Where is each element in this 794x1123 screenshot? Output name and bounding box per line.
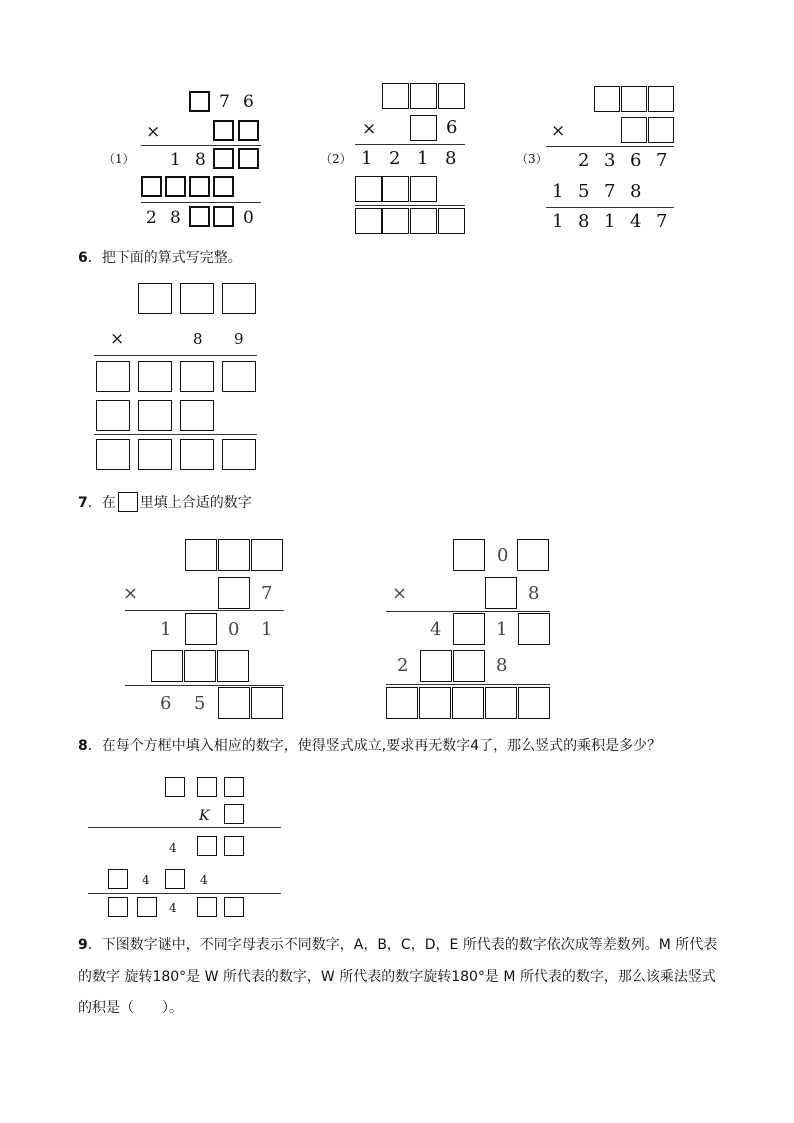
- rule-line: [386, 611, 550, 612]
- times-sign: ×: [551, 121, 566, 141]
- answer-box[interactable]: [138, 439, 172, 470]
- rule-line: [141, 202, 261, 203]
- answer-box[interactable]: [165, 777, 185, 797]
- answer-box[interactable]: [419, 687, 451, 719]
- answer-box[interactable]: [438, 83, 465, 109]
- answer-box[interactable]: [137, 897, 157, 917]
- question-6-title: [78, 248, 242, 268]
- digit: 8: [578, 211, 590, 232]
- digit: 6: [630, 150, 642, 171]
- answer-box[interactable]: [197, 836, 217, 856]
- answer-box[interactable]: [180, 439, 214, 470]
- answer-box[interactable]: [108, 897, 128, 917]
- rule-line: [125, 610, 284, 611]
- answer-box[interactable]: [355, 176, 382, 202]
- digit: 1: [496, 619, 508, 640]
- answer-box[interactable]: [382, 208, 409, 234]
- times-sign: ×: [110, 329, 125, 349]
- answer-box[interactable]: [151, 650, 183, 682]
- answer-box[interactable]: [238, 120, 259, 141]
- digit: 4: [142, 873, 150, 887]
- answer-box[interactable]: [96, 361, 130, 392]
- question-9-line3: 的积是（ ）。: [78, 1000, 183, 1016]
- rule-line: [88, 893, 281, 894]
- digit: 8: [528, 583, 540, 604]
- answer-box[interactable]: [485, 577, 517, 609]
- answer-box[interactable]: [180, 283, 214, 314]
- answer-box[interactable]: [224, 897, 244, 917]
- answer-box[interactable]: [213, 206, 234, 227]
- digit: 1: [417, 148, 429, 169]
- answer-box[interactable]: [518, 687, 550, 719]
- digit: 4: [200, 873, 208, 887]
- answer-box[interactable]: [420, 650, 452, 682]
- answer-box[interactable]: [453, 539, 485, 571]
- times-sign: ×: [123, 583, 139, 604]
- answer-box[interactable]: [218, 687, 250, 719]
- answer-box[interactable]: [213, 148, 234, 169]
- answer-box[interactable]: [238, 148, 259, 169]
- question-9-line2: 的数字 旋转180°是 W 所代表的数字，W 所代表的数字旋转180°是 M 所代表的数字，那么该乘法竖式: [78, 969, 716, 985]
- answer-box[interactable]: [485, 687, 517, 719]
- times-sign: ×: [392, 583, 408, 604]
- answer-box[interactable]: [138, 283, 172, 314]
- answer-box[interactable]: [452, 687, 484, 719]
- rule-line: [355, 205, 465, 206]
- digit: 1: [361, 148, 373, 169]
- question-7-title: [78, 492, 252, 513]
- answer-box[interactable]: [189, 206, 210, 227]
- rule-line: [94, 434, 257, 435]
- answer-box[interactable]: [222, 283, 256, 314]
- answer-box[interactable]: [224, 777, 244, 797]
- rule-line: [125, 685, 284, 686]
- answer-box[interactable]: [96, 439, 130, 470]
- answer-box[interactable]: [251, 539, 283, 571]
- digit: 7: [656, 150, 668, 171]
- answer-box[interactable]: [224, 804, 244, 824]
- digit: 9: [234, 330, 244, 348]
- digit: 4: [430, 619, 442, 640]
- answer-box[interactable]: [180, 400, 214, 431]
- answer-box[interactable]: [138, 361, 172, 392]
- question-text: ．在每个方框中填入相应的数字，使得竖式成立,要求再无数字4了，那么竖式的乘积是多少？: [87, 738, 662, 754]
- digit: 2: [397, 655, 409, 676]
- question-number: 6: [78, 250, 88, 266]
- digit: 1: [604, 211, 616, 232]
- question-number: 7: [78, 495, 88, 511]
- question-number: 8: [78, 738, 88, 754]
- digit: 7: [261, 583, 273, 604]
- answer-box[interactable]: [251, 687, 283, 719]
- digit: 8: [445, 148, 457, 169]
- answer-box[interactable]: [648, 117, 674, 143]
- digit: 0: [497, 545, 509, 566]
- answer-box[interactable]: [517, 539, 549, 571]
- answer-box[interactable]: [224, 836, 244, 856]
- digit: 3: [604, 150, 616, 171]
- rule-line: [386, 684, 550, 685]
- answer-box[interactable]: [453, 650, 485, 682]
- answer-box[interactable]: [165, 176, 186, 197]
- question-9-line1: [78, 935, 717, 955]
- answer-box[interactable]: [621, 86, 647, 112]
- digit: 6: [160, 693, 172, 714]
- answer-box[interactable]: [621, 117, 647, 143]
- times-sign: ×: [362, 119, 377, 139]
- answer-box[interactable]: [382, 83, 409, 109]
- answer-box[interactable]: [141, 176, 162, 197]
- question-text-pre: ．在: [87, 495, 116, 511]
- part3-label: （3）: [516, 152, 548, 166]
- digit: 1: [160, 619, 172, 640]
- digit: 2: [146, 208, 157, 228]
- answer-box[interactable]: [180, 361, 214, 392]
- rule-line: [546, 207, 674, 208]
- answer-box[interactable]: [217, 650, 249, 682]
- answer-box[interactable]: [453, 613, 485, 645]
- answer-box[interactable]: [185, 539, 217, 571]
- digit: 1: [261, 619, 273, 640]
- digit: 8: [193, 330, 203, 348]
- digit: 8: [170, 208, 181, 228]
- answer-box[interactable]: [197, 897, 217, 917]
- part1-label: （1）: [103, 152, 135, 166]
- answer-box[interactable]: [518, 613, 550, 645]
- times-sign: ×: [146, 122, 161, 142]
- answer-box[interactable]: [222, 439, 256, 470]
- k-letter: K: [199, 808, 210, 824]
- digit: 8: [630, 181, 642, 202]
- digit: 2: [389, 148, 401, 169]
- digit: 5: [194, 693, 206, 714]
- rule-line: [94, 355, 257, 356]
- answer-box[interactable]: [197, 777, 217, 797]
- answer-box[interactable]: [222, 361, 256, 392]
- digit: 7: [656, 211, 668, 232]
- answer-box[interactable]: [410, 83, 437, 109]
- rule-line: [141, 145, 261, 146]
- digit: 1: [552, 181, 564, 202]
- answer-box[interactable]: [213, 176, 234, 197]
- question-text: ．把下面的算式写完整。: [87, 250, 242, 266]
- digit: 6: [243, 92, 254, 112]
- rule-line: [88, 827, 281, 828]
- digit: 2: [578, 150, 590, 171]
- answer-box[interactable]: [218, 539, 250, 571]
- question-8-title: [78, 736, 661, 756]
- digit: 0: [243, 208, 254, 228]
- answer-box[interactable]: [218, 577, 250, 609]
- answer-box[interactable]: [189, 91, 210, 112]
- answer-box[interactable]: [189, 176, 210, 197]
- answer-box[interactable]: [213, 120, 234, 141]
- answer-box[interactable]: [386, 687, 418, 719]
- answer-box[interactable]: [382, 176, 409, 202]
- digit: 6: [446, 117, 458, 138]
- inline-box-icon: [118, 492, 138, 512]
- rule-line: [546, 146, 674, 147]
- part2-label: （2）: [320, 152, 352, 166]
- digit: 7: [219, 92, 230, 112]
- answer-box[interactable]: [96, 400, 130, 431]
- question-text-post: 里填上合适的数字: [139, 495, 252, 511]
- answer-box[interactable]: [648, 86, 674, 112]
- digit: 4: [630, 211, 642, 232]
- digit: 8: [195, 150, 206, 170]
- answer-box[interactable]: [410, 208, 437, 234]
- digit: 8: [496, 655, 508, 676]
- digit: 5: [578, 181, 590, 202]
- digit: 7: [604, 181, 616, 202]
- answer-box[interactable]: [165, 869, 185, 889]
- answer-box[interactable]: [185, 613, 217, 645]
- question-text: ．下图数字谜中，不同字母表示不同数字，A，B，C，D，E 所代表的数字依次成等差数列。M 所代表: [87, 937, 718, 953]
- digit: 4: [169, 841, 177, 855]
- question-number: 9: [78, 937, 88, 953]
- answer-box[interactable]: [355, 208, 382, 234]
- digit: 1: [170, 150, 181, 170]
- answer-box[interactable]: [410, 115, 437, 141]
- digit: 1: [552, 211, 564, 232]
- answer-box[interactable]: [438, 208, 465, 234]
- digit: 0: [228, 619, 240, 640]
- answer-box[interactable]: [184, 650, 216, 682]
- answer-box[interactable]: [138, 400, 172, 431]
- answer-box[interactable]: [108, 869, 128, 889]
- digit: 4: [169, 901, 177, 915]
- answer-box[interactable]: [594, 86, 620, 112]
- rule-line: [355, 144, 465, 145]
- answer-box[interactable]: [410, 176, 437, 202]
